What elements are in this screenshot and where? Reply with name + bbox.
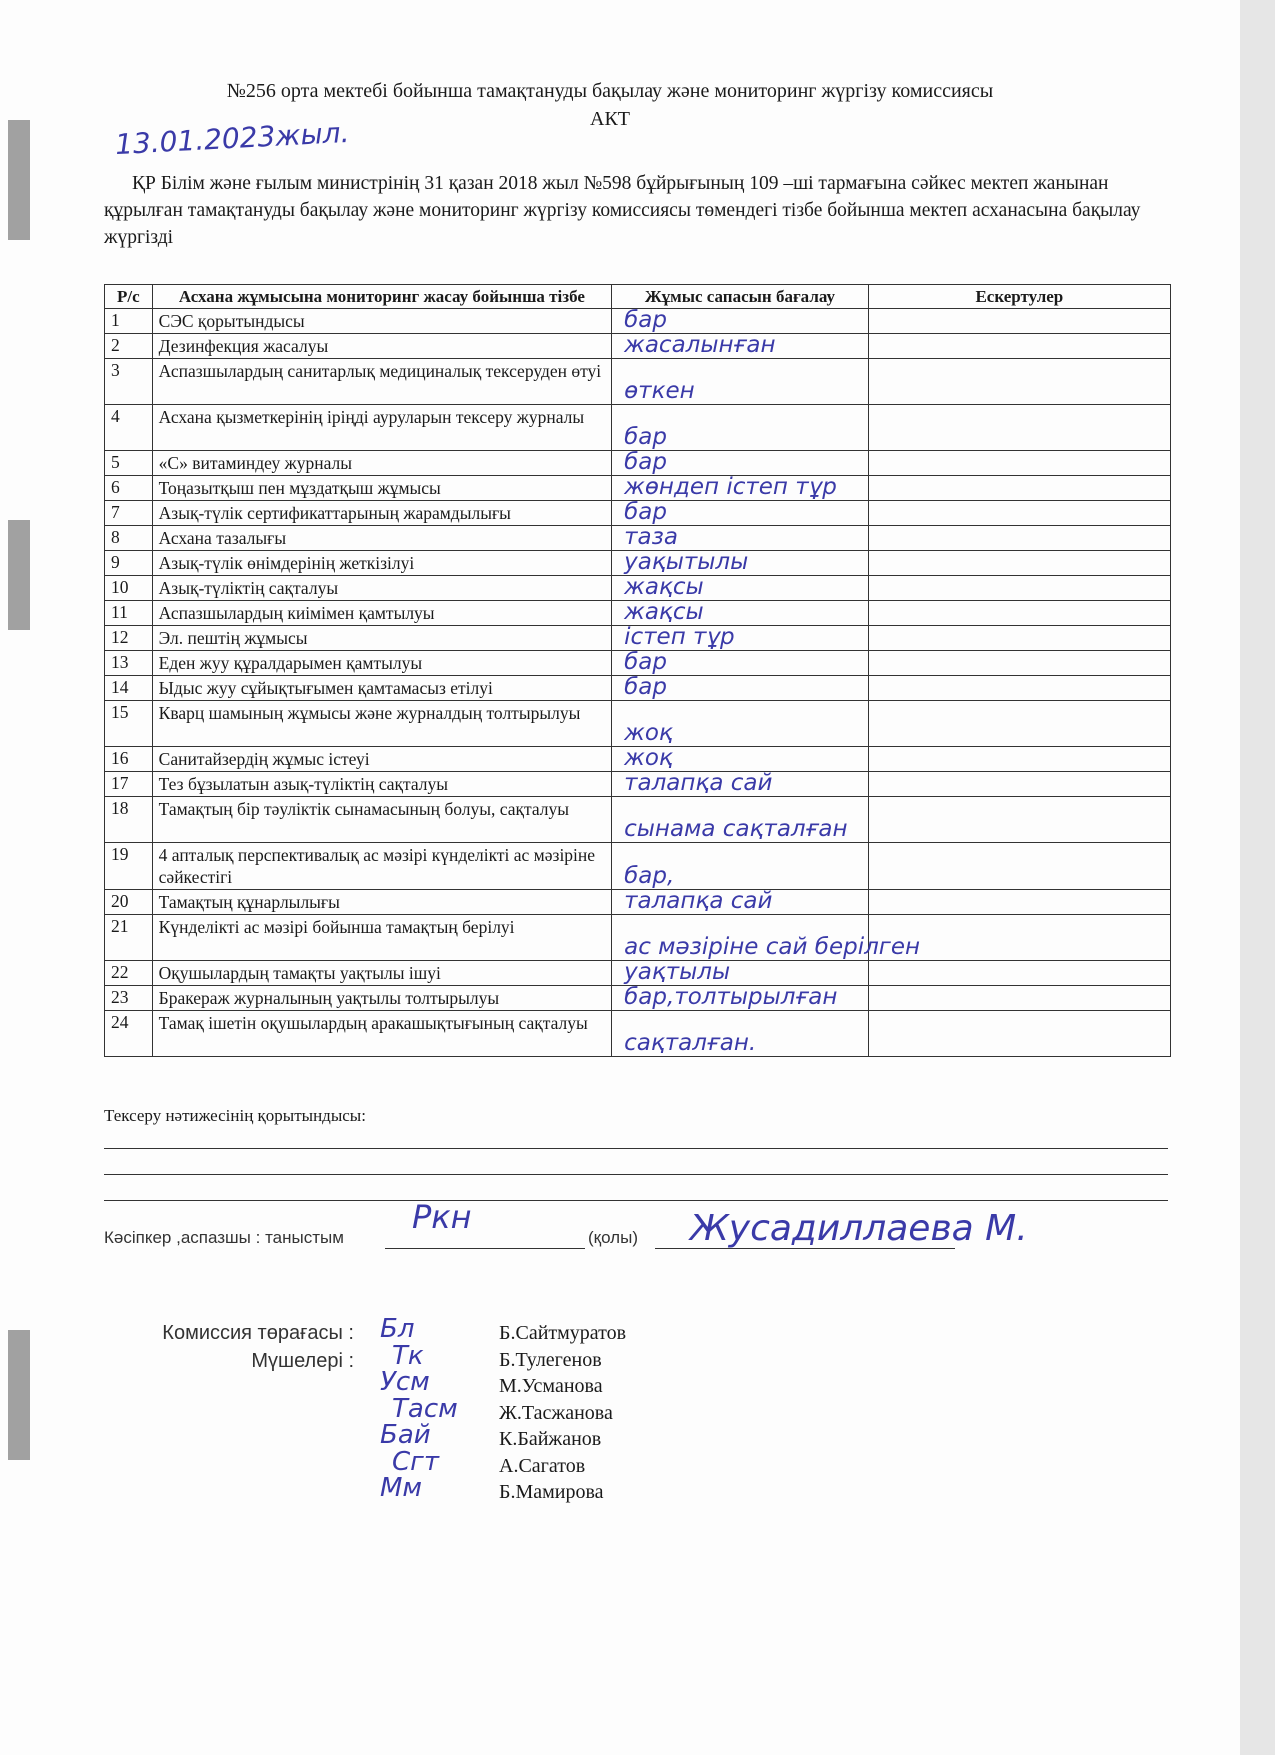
table-row — [105, 797, 1171, 843]
row-note — [868, 797, 1170, 843]
member-signature: Мм — [380, 1473, 423, 1503]
row-note — [868, 772, 1170, 797]
handwritten-grade: бар — [624, 424, 667, 450]
member-signature: Бай — [380, 1420, 431, 1450]
commission-member-name: К.Байжанов — [499, 1428, 602, 1450]
header-number: Р/с — [105, 285, 153, 309]
chef-handwritten-name: Жусадиллаева М. — [690, 1208, 1028, 1249]
row-quality-grade — [612, 309, 869, 334]
row-note — [868, 626, 1170, 651]
row-checklist-item: Аспазшылардың санитарлық медициналық тексеруден өтуі — [152, 359, 611, 405]
table-row — [105, 501, 1171, 526]
row-note — [868, 576, 1170, 601]
row-note — [868, 405, 1170, 451]
handwritten-date: 13.01.2023жыл. — [114, 115, 351, 162]
row-number: 6 — [105, 476, 153, 501]
row-number: 16 — [105, 747, 153, 772]
handwritten-grade: ас мәзіріне сай берілген — [624, 934, 921, 960]
row-quality-grade — [612, 405, 869, 451]
member-signature: Бл — [380, 1314, 415, 1344]
row-note — [868, 747, 1170, 772]
table-row — [105, 986, 1171, 1011]
row-checklist-item: Эл. пештің жұмысы — [152, 626, 611, 651]
table-row — [105, 626, 1171, 651]
commission-members-label: Мүшелері : — [251, 1350, 354, 1372]
handwritten-grade: талапқа сай — [624, 888, 773, 914]
chef-signature: Ркн — [412, 1198, 472, 1236]
handwritten-grade: сынама сақталған — [624, 816, 848, 842]
conclusion-line — [104, 1200, 1168, 1201]
row-checklist-item: Азық-түліктің сақталуы — [152, 576, 611, 601]
row-quality-grade — [612, 890, 869, 915]
table-row — [105, 476, 1171, 501]
row-checklist-item: Еден жуу құралдарымен қамтылуы — [152, 651, 611, 676]
row-quality-grade — [612, 551, 869, 576]
row-checklist-item: Ыдыс жуу сұйықтығымен қамтамасыз етілуі — [152, 676, 611, 701]
handwritten-grade: жоқ — [624, 745, 673, 771]
row-number: 21 — [105, 915, 153, 961]
row-note — [868, 526, 1170, 551]
chef-acknowledgement-label: Кәсіпкер ,аспазшы : таныстым — [104, 1228, 344, 1247]
scan-artifact — [8, 520, 30, 630]
row-checklist-item: Асхана тазалығы — [152, 526, 611, 551]
row-number: 17 — [105, 772, 153, 797]
row-quality-grade — [612, 747, 869, 772]
row-checklist-item: Аспазшылардың киімімен қамтылуы — [152, 601, 611, 626]
member-signature: Усм — [380, 1367, 430, 1397]
member-signature: Тасм — [392, 1393, 458, 1424]
commission-member-name: Б.Тулегенов — [499, 1348, 602, 1371]
row-note — [868, 961, 1170, 986]
row-checklist-item: Санитайзердің жұмыс істеуі — [152, 747, 611, 772]
row-quality-grade — [612, 701, 869, 747]
handwritten-grade: бар — [624, 499, 667, 525]
row-number: 12 — [105, 626, 153, 651]
row-quality-grade — [612, 501, 869, 526]
row-quality-grade — [612, 576, 869, 601]
row-checklist-item: 4 апталық перспективалық ас мәзірі күнделікті ас мәзіріне сәйкестігі — [152, 843, 611, 890]
table-row — [105, 843, 1171, 890]
header-quality: Жұмыс сапасын бағалау — [612, 285, 869, 309]
row-checklist-item: Кварц шамының жұмысы және журналдың толтырылуы — [152, 701, 611, 747]
row-note — [868, 309, 1170, 334]
row-quality-grade — [612, 651, 869, 676]
table-row — [105, 359, 1171, 405]
table-row — [105, 309, 1171, 334]
row-note — [868, 651, 1170, 676]
table-row — [105, 961, 1171, 986]
row-checklist-item: «С» витаминдеу журналы — [152, 451, 611, 476]
row-quality-grade — [612, 359, 869, 405]
commission-member-name: Ж.Тасжанова — [499, 1401, 613, 1424]
row-quality-grade — [612, 797, 869, 843]
handwritten-grade: сақталған. — [624, 1030, 757, 1056]
row-note — [868, 843, 1170, 890]
handwritten-grade: бар — [624, 649, 667, 675]
row-number: 3 — [105, 359, 153, 405]
monitoring-table — [104, 284, 1171, 1057]
row-quality-grade — [612, 961, 869, 986]
commission-member-name: А.Сагатов — [499, 1454, 586, 1477]
row-number: 11 — [105, 601, 153, 626]
row-checklist-item: СЭС қорытындысы — [152, 309, 611, 334]
row-checklist-item: Дезинфекция жасалуы — [152, 334, 611, 359]
table-row — [105, 551, 1171, 576]
row-number: 9 — [105, 551, 153, 576]
table-row — [105, 701, 1171, 747]
row-note — [868, 476, 1170, 501]
row-number: 14 — [105, 676, 153, 701]
handwritten-grade: жақсы — [624, 599, 704, 625]
row-checklist-item: Азық-түлік сертификаттарының жарамдылығы — [152, 501, 611, 526]
row-checklist-item: Оқушылардың тамақты уақтылы ішуі — [152, 961, 611, 986]
table-row — [105, 1011, 1171, 1057]
row-number: 10 — [105, 576, 153, 601]
row-number: 18 — [105, 797, 153, 843]
row-number: 5 — [105, 451, 153, 476]
row-quality-grade — [612, 676, 869, 701]
handwritten-grade: жасалынған — [624, 332, 776, 358]
chef-signature-line — [385, 1248, 585, 1249]
table-row — [105, 651, 1171, 676]
row-note — [868, 334, 1170, 359]
row-note — [868, 501, 1170, 526]
handwritten-grade: жоқ — [624, 720, 673, 746]
handwritten-grade: бар — [624, 674, 667, 700]
row-number: 23 — [105, 986, 153, 1011]
handwritten-grade: уақтылы — [624, 959, 731, 985]
row-number: 2 — [105, 334, 153, 359]
row-number: 15 — [105, 701, 153, 747]
table-row — [105, 915, 1171, 961]
act-heading: АКТ — [590, 108, 630, 130]
table-row — [105, 601, 1171, 626]
document-title: №256 орта мектебі бойынша тамақтануды бақылау және мониторинг жүргізу комиссиясы — [226, 80, 994, 102]
scan-artifact — [8, 120, 30, 240]
handwritten-grade: таза — [624, 524, 678, 550]
row-number: 20 — [105, 890, 153, 915]
table-row — [105, 747, 1171, 772]
handwritten-grade: бар — [624, 449, 667, 475]
row-number: 4 — [105, 405, 153, 451]
row-note — [868, 359, 1170, 405]
handwritten-grade: жақсы — [624, 574, 704, 600]
table-row — [105, 334, 1171, 359]
table-row — [105, 576, 1171, 601]
row-number: 8 — [105, 526, 153, 551]
row-note — [868, 1011, 1170, 1057]
table-row — [105, 405, 1171, 451]
table-header-row — [105, 285, 1171, 309]
row-number: 19 — [105, 843, 153, 890]
row-note — [868, 451, 1170, 476]
handwritten-grade: талапқа сай — [624, 770, 773, 796]
row-note — [868, 601, 1170, 626]
row-checklist-item: Күнделікті ас мәзірі бойынша тамақтың берілуі — [152, 915, 611, 961]
row-note — [868, 551, 1170, 576]
header-checklist: Асхана жұмысына мониторинг жасау бойынша тізбе — [152, 285, 611, 309]
row-quality-grade — [612, 626, 869, 651]
commission-member-name: Б.Мамирова — [499, 1481, 604, 1503]
row-checklist-item: Азық-түлік өнімдерінің жеткізілуі — [152, 551, 611, 576]
row-number: 13 — [105, 651, 153, 676]
handwritten-grade: уақытылы — [624, 549, 749, 575]
row-checklist-item: Бракераж журналының уақтылы толтырылуы — [152, 986, 611, 1011]
row-quality-grade — [612, 772, 869, 797]
conclusion-label: Тексеру нәтижесінің қорытындысы: — [104, 1106, 366, 1125]
row-number: 22 — [105, 961, 153, 986]
row-checklist-item: Тамақ ішетін оқушылардың аракашықтығының сақталуы — [152, 1011, 611, 1057]
chef-sign-label: (қолы) — [588, 1228, 638, 1247]
table-row — [105, 676, 1171, 701]
commission-chair-label: Комиссия төрағасы : — [162, 1322, 354, 1344]
handwritten-grade: жөндеп істеп тұр — [624, 474, 837, 500]
row-quality-grade — [612, 915, 921, 961]
row-quality-grade — [612, 601, 869, 626]
row-quality-grade — [612, 843, 869, 890]
table-row — [105, 772, 1171, 797]
handwritten-grade: бар,толтырылған — [624, 984, 838, 1010]
row-checklist-item: Тоңазытқыш пен мұздатқыш жұмысы — [152, 476, 611, 501]
row-number: 7 — [105, 501, 153, 526]
row-quality-grade — [612, 526, 869, 551]
scan-artifact — [8, 1330, 30, 1460]
row-quality-grade — [612, 451, 869, 476]
row-quality-grade — [612, 1011, 869, 1057]
conclusion-line — [104, 1174, 1168, 1175]
header-notes: Ескертулер — [868, 285, 1170, 309]
handwritten-grade: бар, — [624, 863, 675, 889]
row-quality-grade — [612, 476, 869, 501]
row-quality-grade — [612, 334, 869, 359]
commission-member-name: М.Усманова — [499, 1375, 603, 1397]
row-checklist-item: Тамақтың бір тәуліктік сынамасының болуы, сақталуы — [152, 797, 611, 843]
table-row — [105, 451, 1171, 476]
handwritten-grade: өткен — [624, 378, 695, 404]
table-row — [105, 526, 1171, 551]
row-number: 1 — [105, 309, 153, 334]
row-checklist-item: Асхана қызметкерінің іріңді ауруларын тексеру журналы — [152, 405, 611, 451]
intro-paragraph: ҚР Білім және ғылым министрінің 31 қазан 2018 жыл №598 бұйрығының 109 –шi тармағына сәйкес мектеп жанынан құрылған тамақтануды бақылау және мониторинг жүргізу комиссиясы төмендегі тізбе бойынша мектеп асханасына бақылау жүргізді — [104, 173, 1141, 248]
row-quality-grade — [612, 986, 869, 1011]
scan-edge — [1240, 0, 1275, 1755]
table-row — [105, 890, 1171, 915]
handwritten-grade: бар — [624, 307, 667, 333]
row-note — [868, 986, 1170, 1011]
member-signature: Сгт — [392, 1446, 439, 1477]
handwritten-grade: істеп тұр — [624, 624, 735, 650]
row-note — [868, 890, 1170, 915]
member-signature: Тк — [392, 1340, 424, 1371]
conclusion-line — [104, 1148, 1168, 1149]
row-number: 24 — [105, 1011, 153, 1057]
row-checklist-item: Тез бұзылатын азық-түліктің сақталуы — [152, 772, 611, 797]
commission-member-name: Б.Сайтмуратов — [499, 1322, 627, 1344]
row-checklist-item: Тамақтың құнарлылығы — [152, 890, 611, 915]
row-note — [868, 676, 1170, 701]
row-note — [868, 701, 1170, 747]
